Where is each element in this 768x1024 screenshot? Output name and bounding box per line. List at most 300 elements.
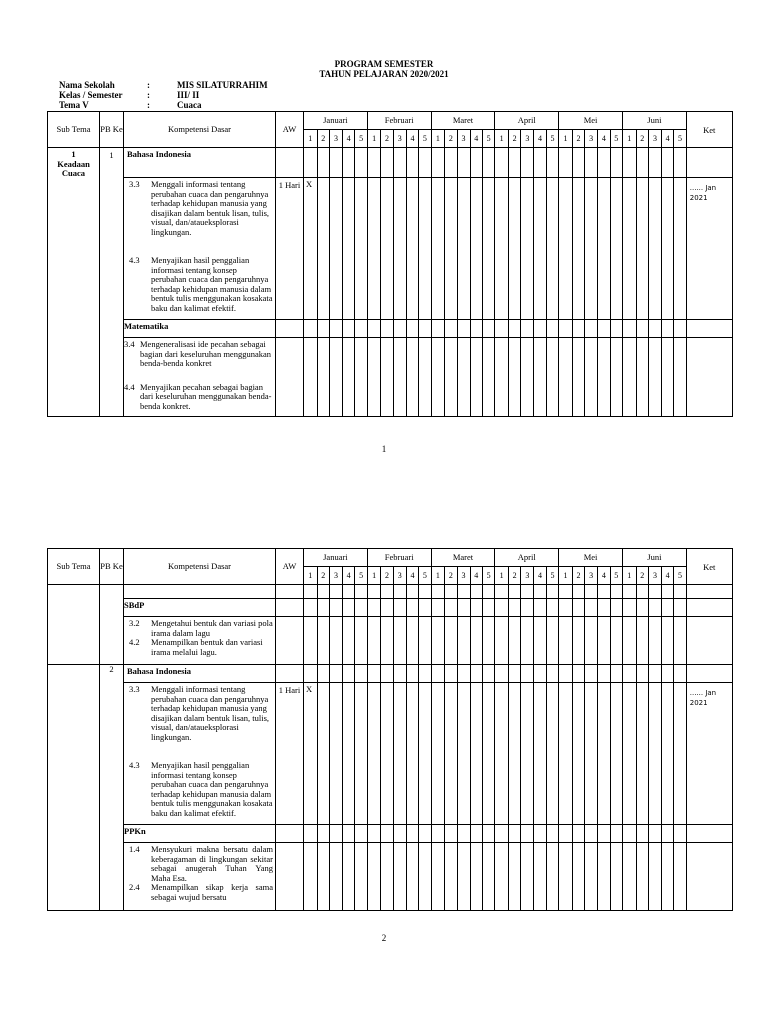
week-cell: [406, 338, 418, 417]
week-cell: [317, 599, 329, 617]
header-week: 1: [622, 567, 636, 585]
header-week: 4: [534, 130, 546, 148]
week-cell: [381, 843, 393, 911]
header-week: 3: [393, 567, 406, 585]
row-subject-bahasa-indonesia: [48, 148, 733, 178]
week-mark: X: [304, 178, 318, 320]
info-row-theme: Tema V : Cuaca: [59, 100, 202, 110]
week-cell: [470, 617, 482, 665]
header-week: 4: [661, 567, 673, 585]
kd-cell-ppkn: [124, 843, 276, 911]
week-cell: [482, 178, 494, 320]
week-cell: [470, 825, 482, 843]
header-week: 2: [508, 567, 520, 585]
week-cell: [622, 665, 636, 683]
row-kd-bahasa-indonesia: [48, 178, 733, 320]
ket-cell: ...... Jan 2021: [686, 683, 732, 825]
header-week: 3: [648, 567, 661, 585]
kd-item: 3.3 Menggali informasi tentang perubahan cuaca dan pengaruhnya terhadap kehidupan manusia yang disajikan dalam bentuk lisan, tulis, visual, dan/ataueksplorasi lingkungan.: [129, 179, 270, 237]
week-cell: [610, 825, 622, 843]
row-empty: [48, 585, 733, 599]
pb-cell: 1: [100, 148, 124, 417]
week-cell: [470, 338, 482, 417]
week-cell: [585, 683, 598, 825]
week-cell: [546, 843, 558, 911]
header-kompetensi-dasar: Kompetensi Dasar: [124, 112, 276, 148]
header-week: 2: [381, 567, 393, 585]
header-week: 4: [342, 567, 354, 585]
week-cell: [393, 178, 406, 320]
week-cell: [598, 665, 610, 683]
week-cell: [419, 585, 431, 599]
header-week: 2: [572, 567, 584, 585]
week-cell: [610, 320, 622, 338]
week-cell: [598, 585, 610, 599]
week-cell: [495, 665, 509, 683]
week-cell: [495, 843, 509, 911]
week-cell: [648, 320, 661, 338]
week-cell: [457, 843, 470, 911]
week-cell: [521, 665, 534, 683]
week-cell: [445, 178, 457, 320]
week-cell: [419, 825, 431, 843]
week-cell: [610, 617, 622, 665]
week-cell: [534, 585, 546, 599]
week-cell: [674, 683, 686, 825]
week-cell: [445, 585, 457, 599]
week-cell: [367, 683, 381, 825]
week-cell: [381, 320, 393, 338]
week-cell: [648, 338, 661, 417]
week-cell: [329, 148, 342, 178]
week-cell: [393, 148, 406, 178]
document-subtitle: TAHUN PELAJARAN 2020/2021: [319, 69, 449, 79]
row-subject-matematika: [48, 320, 733, 338]
kd-cell-sbdp: [124, 617, 276, 665]
week-cell: [585, 825, 598, 843]
week-cell: [470, 843, 482, 911]
header-pb-ke: PB Ke: [100, 112, 124, 148]
week-cell: [482, 617, 494, 665]
week-cell: [355, 178, 367, 320]
row-subject-bahasa-indonesia-2: [48, 665, 733, 683]
week-cell: [495, 585, 509, 599]
week-cell: [495, 825, 509, 843]
week-cell: [329, 683, 342, 825]
week-cell: [508, 148, 520, 178]
week-cell: [636, 683, 648, 825]
week-cell: [674, 148, 686, 178]
week-cell: [585, 338, 598, 417]
week-cell: [521, 825, 534, 843]
week-cell: [342, 599, 354, 617]
header-week: 4: [598, 130, 610, 148]
kd-item: 4.4 Menyajikan pecahan sebagai bagian dari keseluruhan menggunakan benda-benda konkret.: [124, 381, 272, 411]
week-cell: [329, 825, 342, 843]
week-cell: [304, 599, 318, 617]
week-cell: [393, 320, 406, 338]
week-cell: [457, 825, 470, 843]
sub-tema-cell: 1 Keadaan Cuaca: [48, 148, 100, 417]
week-cell: [636, 825, 648, 843]
week-cell: [648, 148, 661, 178]
week-cell: [342, 320, 354, 338]
header-week: 1: [495, 130, 509, 148]
header-month: Juni: [622, 549, 686, 567]
week-cell: [585, 178, 598, 320]
week-cell: [495, 148, 509, 178]
week-cell: [355, 825, 367, 843]
header-week: 1: [622, 130, 636, 148]
week-cell: [534, 665, 546, 683]
header-aw: AW: [276, 112, 304, 148]
week-cell: [636, 320, 648, 338]
info-row-class: Kelas / Semester : III/ II: [59, 90, 200, 100]
week-cell: [419, 843, 431, 911]
week-cell: [622, 683, 636, 825]
kd-item: 3.2 Mengetahui bentuk dan variasi pola irama dalam lagu: [129, 618, 273, 638]
header-week: 5: [355, 567, 367, 585]
header-week: 5: [674, 130, 686, 148]
week-cell: [610, 178, 622, 320]
week-cell: [572, 683, 584, 825]
week-cell: [431, 825, 445, 843]
week-cell: [661, 338, 673, 417]
week-cell: [482, 148, 494, 178]
week-cell: [431, 599, 445, 617]
week-cell: [534, 178, 546, 320]
week-cell: [381, 599, 393, 617]
header-week: 4: [534, 567, 546, 585]
kd-item: 3.3 Menggali informasi tentang perubahan cuaca dan pengaruhnya terhadap kehidupan manusia yang disajikan dalam bentuk lisan, tulis, visual, dan/ataueksplorasi lingkungan.: [129, 684, 270, 742]
week-cell: [636, 843, 648, 911]
week-cell: [431, 617, 445, 665]
week-cell: [355, 148, 367, 178]
week-cell: [585, 599, 598, 617]
week-cell: [572, 178, 584, 320]
week-cell: [406, 617, 418, 665]
week-cell: [381, 338, 393, 417]
header-week: 4: [598, 567, 610, 585]
week-cell: [495, 178, 509, 320]
week-cell: [622, 320, 636, 338]
week-cell: [508, 338, 520, 417]
row-kd-matematika: [48, 338, 733, 417]
header-week: 4: [470, 130, 482, 148]
week-cell: [406, 683, 418, 825]
week-cell: [559, 825, 573, 843]
header-pb-ke: PB Ke: [100, 549, 124, 585]
header-week: 3: [329, 567, 342, 585]
week-cell: [431, 683, 445, 825]
week-cell: [406, 148, 418, 178]
week-cell: [521, 843, 534, 911]
header-week: 3: [393, 130, 406, 148]
header-week: 3: [457, 567, 470, 585]
aw-cell: 1 Hari: [276, 683, 304, 825]
week-cell: [572, 585, 584, 599]
week-cell: [317, 843, 329, 911]
week-cell: [381, 617, 393, 665]
week-cell: [342, 843, 354, 911]
week-cell: [342, 683, 354, 825]
header-week: 5: [674, 567, 686, 585]
week-cell: [367, 843, 381, 911]
week-cell: [470, 683, 482, 825]
header-week: 2: [636, 567, 648, 585]
week-cell: [317, 617, 329, 665]
week-cell: [329, 843, 342, 911]
pb-cell: 2: [100, 665, 124, 911]
week-cell: [470, 665, 482, 683]
header-week: 2: [508, 130, 520, 148]
header-week: 5: [546, 130, 558, 148]
week-cell: [585, 843, 598, 911]
week-cell: [546, 148, 558, 178]
week-cell: [661, 617, 673, 665]
week-cell: [674, 617, 686, 665]
week-cell: [482, 599, 494, 617]
header-week: 1: [559, 130, 573, 148]
week-cell: [598, 148, 610, 178]
kd-cell-bahasa-indonesia: [124, 178, 276, 320]
week-cell: [534, 148, 546, 178]
week-cell: [367, 585, 381, 599]
week-cell: [508, 320, 520, 338]
header-week: 1: [367, 567, 381, 585]
week-cell: [329, 178, 342, 320]
kd-item: 1.4 Mensyukuri makna bersatu dalam keberagaman di lingkungan sekitar sebagai anugerah Tuhan Yang Maha Esa.: [129, 844, 273, 883]
header-week: 5: [482, 567, 494, 585]
week-cell: [622, 338, 636, 417]
week-cell: [636, 178, 648, 320]
header-week: 1: [495, 567, 509, 585]
week-cell: [342, 825, 354, 843]
week-cell: [610, 665, 622, 683]
week-cell: [482, 585, 494, 599]
kd-cell-matematika: [124, 338, 276, 417]
week-cell: [457, 320, 470, 338]
week-cell: [457, 683, 470, 825]
week-cell: [457, 338, 470, 417]
week-cell: [317, 338, 329, 417]
week-cell: [304, 320, 318, 338]
week-cell: [636, 338, 648, 417]
week-cell: [610, 585, 622, 599]
header-week: 2: [317, 130, 329, 148]
week-cell: [419, 178, 431, 320]
header-week: 2: [572, 130, 584, 148]
week-cell: [610, 843, 622, 911]
week-cell: [355, 338, 367, 417]
week-cell: [329, 599, 342, 617]
week-cell: [393, 683, 406, 825]
week-cell: [445, 320, 457, 338]
week-cell: [610, 599, 622, 617]
week-cell: [559, 585, 573, 599]
week-cell: [367, 320, 381, 338]
week-cell: [304, 843, 318, 911]
week-cell: [585, 665, 598, 683]
header-week: 3: [585, 130, 598, 148]
week-cell: [445, 617, 457, 665]
week-cell: [445, 683, 457, 825]
week-cell: [393, 585, 406, 599]
week-mark: X: [304, 683, 318, 825]
week-cell: [482, 843, 494, 911]
week-cell: [355, 320, 367, 338]
week-cell: [445, 843, 457, 911]
week-cell: [572, 148, 584, 178]
week-cell: [470, 320, 482, 338]
week-cell: [495, 338, 509, 417]
header-week: 1: [431, 130, 445, 148]
kd-item: 3.4 Mengeneralisasi ide pecahan sebagai bagian dari keseluruhan menggunakan benda-benda konkret: [124, 339, 271, 368]
week-cell: [508, 585, 520, 599]
week-cell: [661, 585, 673, 599]
week-cell: [546, 665, 558, 683]
week-cell: [636, 617, 648, 665]
week-cell: [521, 617, 534, 665]
week-cell: [470, 178, 482, 320]
week-cell: [622, 178, 636, 320]
week-cell: [674, 178, 686, 320]
week-cell: [534, 683, 546, 825]
week-cell: [317, 825, 329, 843]
week-cell: [508, 599, 520, 617]
week-cell: [521, 599, 534, 617]
header-week: 3: [521, 130, 534, 148]
week-cell: [482, 825, 494, 843]
week-cell: [406, 585, 418, 599]
week-cell: [329, 338, 342, 417]
header-week: 4: [406, 567, 418, 585]
week-cell: [674, 665, 686, 683]
subject-bahasa-indonesia: Bahasa Indonesia: [124, 665, 276, 683]
week-cell: [482, 665, 494, 683]
header-row-months: [48, 112, 733, 130]
week-cell: [585, 148, 598, 178]
week-cell: [585, 617, 598, 665]
week-cell: [559, 617, 573, 665]
week-cell: [534, 338, 546, 417]
header-month: Juni: [622, 112, 686, 130]
week-cell: [329, 320, 342, 338]
week-cell: [559, 148, 573, 178]
week-cell: [393, 843, 406, 911]
header-month: April: [495, 112, 559, 130]
week-cell: [419, 617, 431, 665]
week-cell: [419, 683, 431, 825]
week-cell: [367, 338, 381, 417]
ket-cell: ...... Jan 2021: [686, 178, 732, 320]
header-month: Mei: [559, 549, 623, 567]
week-cell: [508, 825, 520, 843]
week-cell: [661, 843, 673, 911]
week-cell: [431, 178, 445, 320]
week-cell: [367, 617, 381, 665]
week-cell: [457, 617, 470, 665]
week-cell: [610, 683, 622, 825]
week-cell: [534, 843, 546, 911]
header-week: 5: [482, 130, 494, 148]
week-cell: [648, 599, 661, 617]
week-cell: [304, 148, 318, 178]
row-kd-ppkn: [48, 843, 733, 911]
week-cell: [445, 148, 457, 178]
week-cell: [559, 338, 573, 417]
week-cell: [406, 665, 418, 683]
week-cell: [661, 665, 673, 683]
header-aw: AW: [276, 549, 304, 585]
week-cell: [317, 178, 329, 320]
kd-item: 4.3 Menyajikan hasil penggalian informasi tentang konsep perubahan cuaca dan pengaruhnya terhadap kehidupan manusia dalam bentuk tulis menggunakan kosakata baku dan kalimat efektif.: [129, 760, 273, 818]
subject-ppkn: PPKn: [124, 825, 276, 843]
header-week: 2: [445, 130, 457, 148]
week-cell: [419, 599, 431, 617]
header-week: 1: [431, 567, 445, 585]
header-week: 5: [610, 567, 622, 585]
week-cell: [470, 148, 482, 178]
week-cell: [406, 599, 418, 617]
page-number-1: 1: [381, 444, 387, 454]
week-cell: [598, 320, 610, 338]
header-week: 5: [355, 130, 367, 148]
week-cell: [381, 178, 393, 320]
week-cell: [419, 148, 431, 178]
week-cell: [546, 617, 558, 665]
week-cell: [381, 665, 393, 683]
week-cell: [674, 585, 686, 599]
week-cell: [329, 665, 342, 683]
week-cell: [304, 338, 318, 417]
header-sub-tema: Sub Tema: [48, 112, 100, 148]
week-cell: [648, 683, 661, 825]
week-cell: [661, 683, 673, 825]
kd-item: 4.3 Menyajikan hasil penggalian informasi tentang konsep perubahan cuaca dan pengaruhnya terhadap kehidupan manusia dalam bentuk tulis menggunakan kosakata baku dan kalimat efektif.: [129, 255, 273, 313]
week-cell: [457, 585, 470, 599]
week-cell: [622, 825, 636, 843]
week-cell: [367, 599, 381, 617]
week-cell: [406, 825, 418, 843]
week-cell: [445, 599, 457, 617]
week-cell: [546, 320, 558, 338]
week-cell: [648, 617, 661, 665]
week-cell: [598, 338, 610, 417]
header-month: April: [495, 549, 559, 567]
header-week: 5: [546, 567, 558, 585]
header-month: Januari: [304, 112, 368, 130]
week-cell: [572, 825, 584, 843]
week-cell: [495, 320, 509, 338]
week-cell: [648, 665, 661, 683]
week-cell: [406, 320, 418, 338]
row-subject-ppkn: [48, 825, 733, 843]
header-week: 5: [419, 130, 431, 148]
week-cell: [648, 585, 661, 599]
week-cell: [482, 683, 494, 825]
week-cell: [585, 320, 598, 338]
week-cell: [559, 843, 573, 911]
header-week: 3: [457, 130, 470, 148]
week-cell: [445, 665, 457, 683]
week-cell: [661, 599, 673, 617]
header-month: Februari: [367, 112, 431, 130]
week-cell: [546, 683, 558, 825]
week-cell: [482, 320, 494, 338]
week-cell: [342, 178, 354, 320]
week-cell: [304, 825, 318, 843]
